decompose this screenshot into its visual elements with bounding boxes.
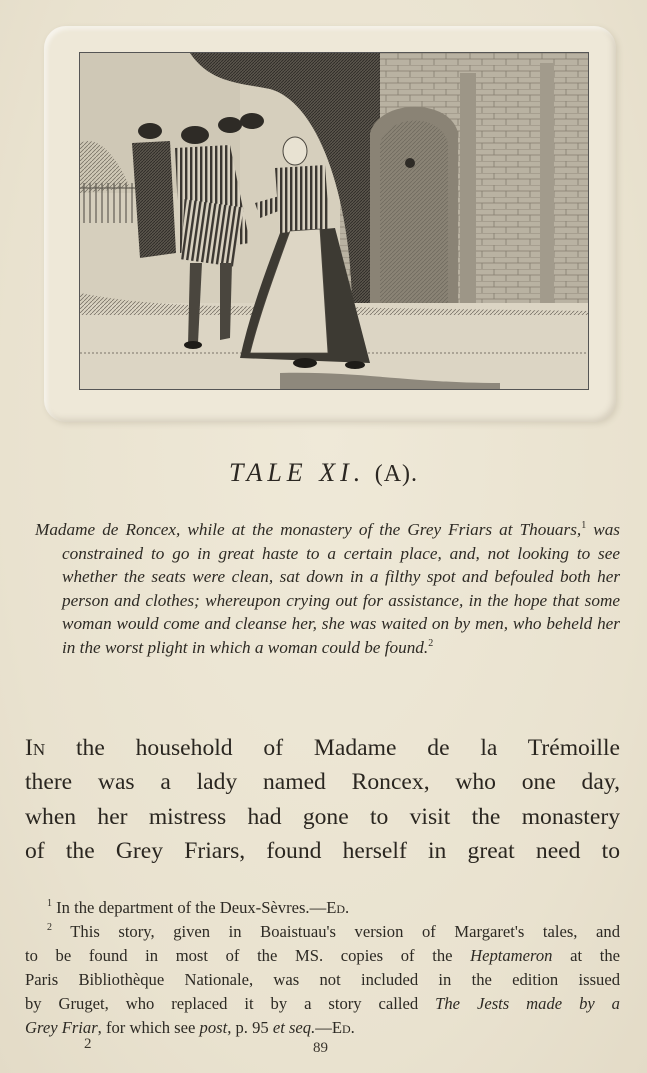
tale-variant: (A). (374, 461, 419, 487)
footnote-2-line: Paris Bibliothèque Nationale, was not included in the edition issued (25, 970, 620, 989)
argument-text: place, and, not looking to see whether the seats were clean, sat (62, 543, 620, 587)
tale-number: TALE XI. (228, 458, 366, 487)
cross-ref: post (199, 1018, 228, 1037)
story-title: The Jests made by a (435, 994, 620, 1013)
editor-mark: Ed. (331, 1018, 355, 1037)
footnote-2-line (25, 992, 620, 1016)
tale-argument (35, 518, 620, 660)
illustration-etching (79, 52, 589, 390)
body-line: of the Grey Friars, found herself in great need to (25, 838, 620, 865)
footnote-text: This story, given in Boaistuau's version of Margaret's tales, and (70, 922, 620, 941)
signature-mark: 2 (84, 1036, 92, 1052)
argument-text: woman would come and cleanse her, she was waited on by (62, 614, 471, 634)
body-line: when her mistress had gone to visit the monastery (25, 803, 620, 830)
body-text (25, 731, 620, 869)
footnote-ref[interactable]: 1 (581, 520, 587, 531)
footnote-1 (25, 896, 620, 920)
footnote-text: at the (570, 946, 620, 965)
editor-mark: Ed. (326, 898, 350, 917)
footnote-text: , for which see (97, 1018, 196, 1037)
footnote-text: by Gruget, who replaced it by a story called (25, 994, 419, 1013)
footnotes (25, 896, 620, 1040)
argument-text: was constrained to go in great haste to a certain (62, 520, 620, 563)
dash: — (315, 1018, 332, 1037)
argument-text: whereupon crying out for assistance, in the hope that some (205, 590, 620, 610)
argument-text: men, who beheld her in the worst plight in which a woman (62, 614, 620, 657)
footnote-marker: 2 (47, 922, 52, 933)
etching-image (80, 53, 588, 389)
footnote-marker: 1 (47, 898, 52, 909)
story-title: Grey Friar (25, 1018, 98, 1037)
argument-text: Thouars, (519, 520, 582, 539)
page-ref: , p. 95 (227, 1018, 269, 1037)
footnote-2-line (25, 944, 620, 968)
body-line-text: the household of Madame de la Trémoille (45, 735, 620, 761)
footnote-text: In the department of the Deux-Sèvres.— (56, 898, 327, 917)
footnote-text: to be found in most of the MS. copies of the (25, 946, 453, 965)
footnote-2-line (25, 920, 620, 944)
body-line: there was a lady named Roncex, who one day, (25, 769, 620, 796)
drop-cap: In (25, 735, 46, 761)
cross-ref: et seq. (272, 1018, 316, 1037)
argument-text: Madame de Roncex, while at the monastery of the Grey Friars at (35, 520, 513, 539)
footnote-2-line (25, 1016, 620, 1040)
book-title: Heptameron (470, 946, 553, 965)
tale-title (0, 458, 647, 488)
page-number: 89 (313, 1040, 328, 1056)
argument-text: could be found. (321, 637, 429, 657)
footnote-ref[interactable]: 2 (428, 637, 434, 649)
body-line (25, 731, 620, 765)
argument-text: down in a filthy spot and befouled both her person and clothes; (62, 567, 621, 610)
